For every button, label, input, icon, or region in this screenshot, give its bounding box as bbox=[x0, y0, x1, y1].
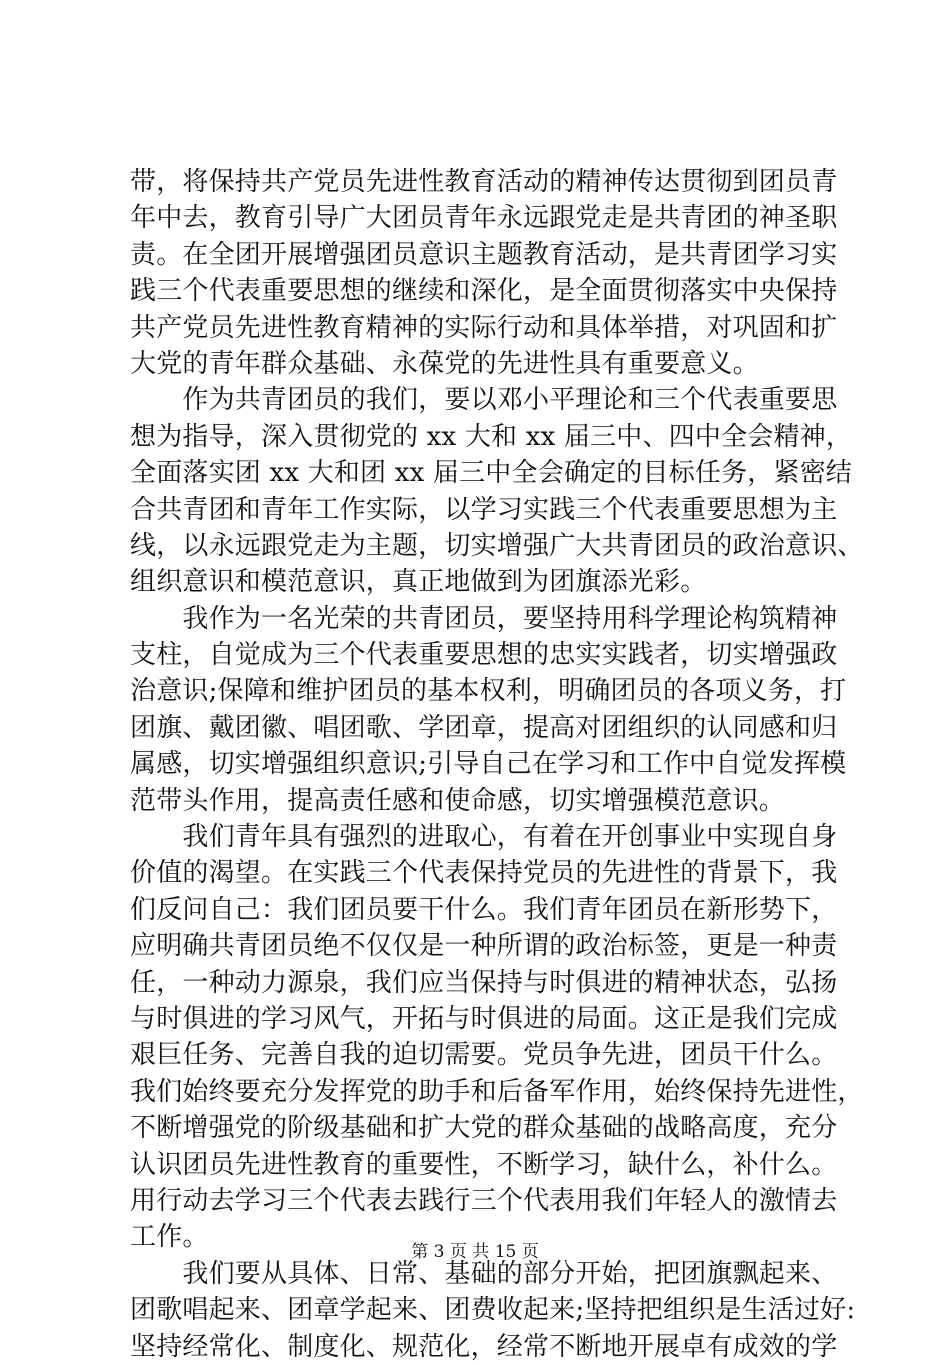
text-line: 任，一种动力源泉，我们应当保持与时俱进的精神状态，弘扬 bbox=[130, 967, 838, 998]
text-line: 全面落实团 xx 大和团 xx 届三中全会确定的目标任务，紧密结 bbox=[130, 458, 853, 489]
text-line: 支柱，自觉成为三个代表重要思想的忠实实践者，切实增强政 bbox=[130, 640, 838, 671]
text-line: 团歌唱起来、团章学起来、团费收起来;坚持把组织是生活过好: bbox=[130, 1295, 856, 1326]
text-line: 我们要从具体、日常、基础的部分开始，把团旗飘起来、 bbox=[130, 1258, 838, 1289]
text-line: 用行动去学习三个代表去践行三个代表用我们年轻人的激情去 bbox=[130, 1185, 838, 1216]
text-line: 价值的渴望。在实践三个代表保持党员的先进性的背景下，我 bbox=[130, 858, 838, 889]
text-line: 合共青团和青年工作实际，以学习实践三个代表重要思想为主 bbox=[130, 494, 838, 525]
text-line: 责。在全团开展增强团员意识主题教育活动，是共青团学习实 bbox=[130, 239, 838, 270]
page-number-footer: 第 3 页 共 15 页 bbox=[411, 1242, 539, 1262]
text-line: 线，以永远跟党走为主题，切实增强广大共青团员的政治意识、 bbox=[130, 530, 864, 561]
text-line: 组织意识和模范意识，真正地做到为团旗添光彩。 bbox=[130, 567, 707, 598]
text-line: 们反问自己：我们团员要干什么。我们青年团员在新形势下， bbox=[130, 894, 838, 925]
text-line: 我们青年具有强烈的进取心，有着在开创事业中实现自身 bbox=[130, 822, 838, 853]
text-line: 属感，切实增强组织意识;引导自己在学习和工作中自觉发挥模 bbox=[130, 749, 847, 780]
text-line: 认识团员先进性教育的重要性，不断学习，缺什么，补什么。 bbox=[130, 1149, 838, 1180]
text-line: 我们始终要充分发挥党的助手和后备军作用，始终保持先进性， bbox=[130, 1076, 864, 1107]
text-line: 团旗、戴团徽、唱团歌、学团章，提高对团组织的认同感和归 bbox=[130, 712, 838, 743]
document-body bbox=[130, 164, 864, 1365]
text-line: 艰巨任务、完善自我的迫切需要。党员争先进，团员干什么。 bbox=[130, 1040, 838, 1071]
text-line: 年中去，教育引导广大团员青年永远跟党走是共青团的神圣职 bbox=[130, 203, 838, 234]
text-line: 大党的青年群众基础、永葆党的先进性具有重要意义。 bbox=[130, 348, 759, 379]
text-line: 与时俱进的学习风气，开拓与时俱进的局面。这正是我们完成 bbox=[130, 1003, 838, 1034]
text-line: 想为指导，深入贯彻党的 xx 大和 xx 届三中、四中全会精神， bbox=[130, 421, 853, 452]
text-line: 坚持经常化、制度化、规范化，经常不断地开展卓有成效的学 bbox=[130, 1331, 838, 1362]
text-line: 工作。 bbox=[130, 1222, 209, 1253]
text-line: 共产党员先进性教育精神的实际行动和具体举措，对巩固和扩 bbox=[130, 312, 838, 343]
text-line: 治意识;保障和维护团员的基本权利，明确团员的各项义务，打 bbox=[130, 676, 847, 707]
text-line: 应明确共青团员绝不仅仅是一种所谓的政治标签，更是一种责 bbox=[130, 931, 838, 962]
text-line: 范带头作用，提高责任感和使命感，切实增强模范意识。 bbox=[130, 785, 786, 816]
text-line: 不断增强党的阶级基础和扩大党的群众基础的战略高度，充分 bbox=[130, 1113, 838, 1144]
text-line: 践三个代表重要思想的继续和深化，是全面贯彻落实中央保持 bbox=[130, 276, 838, 307]
text-line: 我作为一名光荣的共青团员，要坚持用科学理论构筑精神 bbox=[130, 603, 838, 634]
text-line: 带，将保持共产党员先进性教育活动的精神传达贯彻到团员青 bbox=[130, 167, 838, 197]
text-line: 作为共青团员的我们，要以邓小平理论和三个代表重要思 bbox=[130, 385, 838, 416]
